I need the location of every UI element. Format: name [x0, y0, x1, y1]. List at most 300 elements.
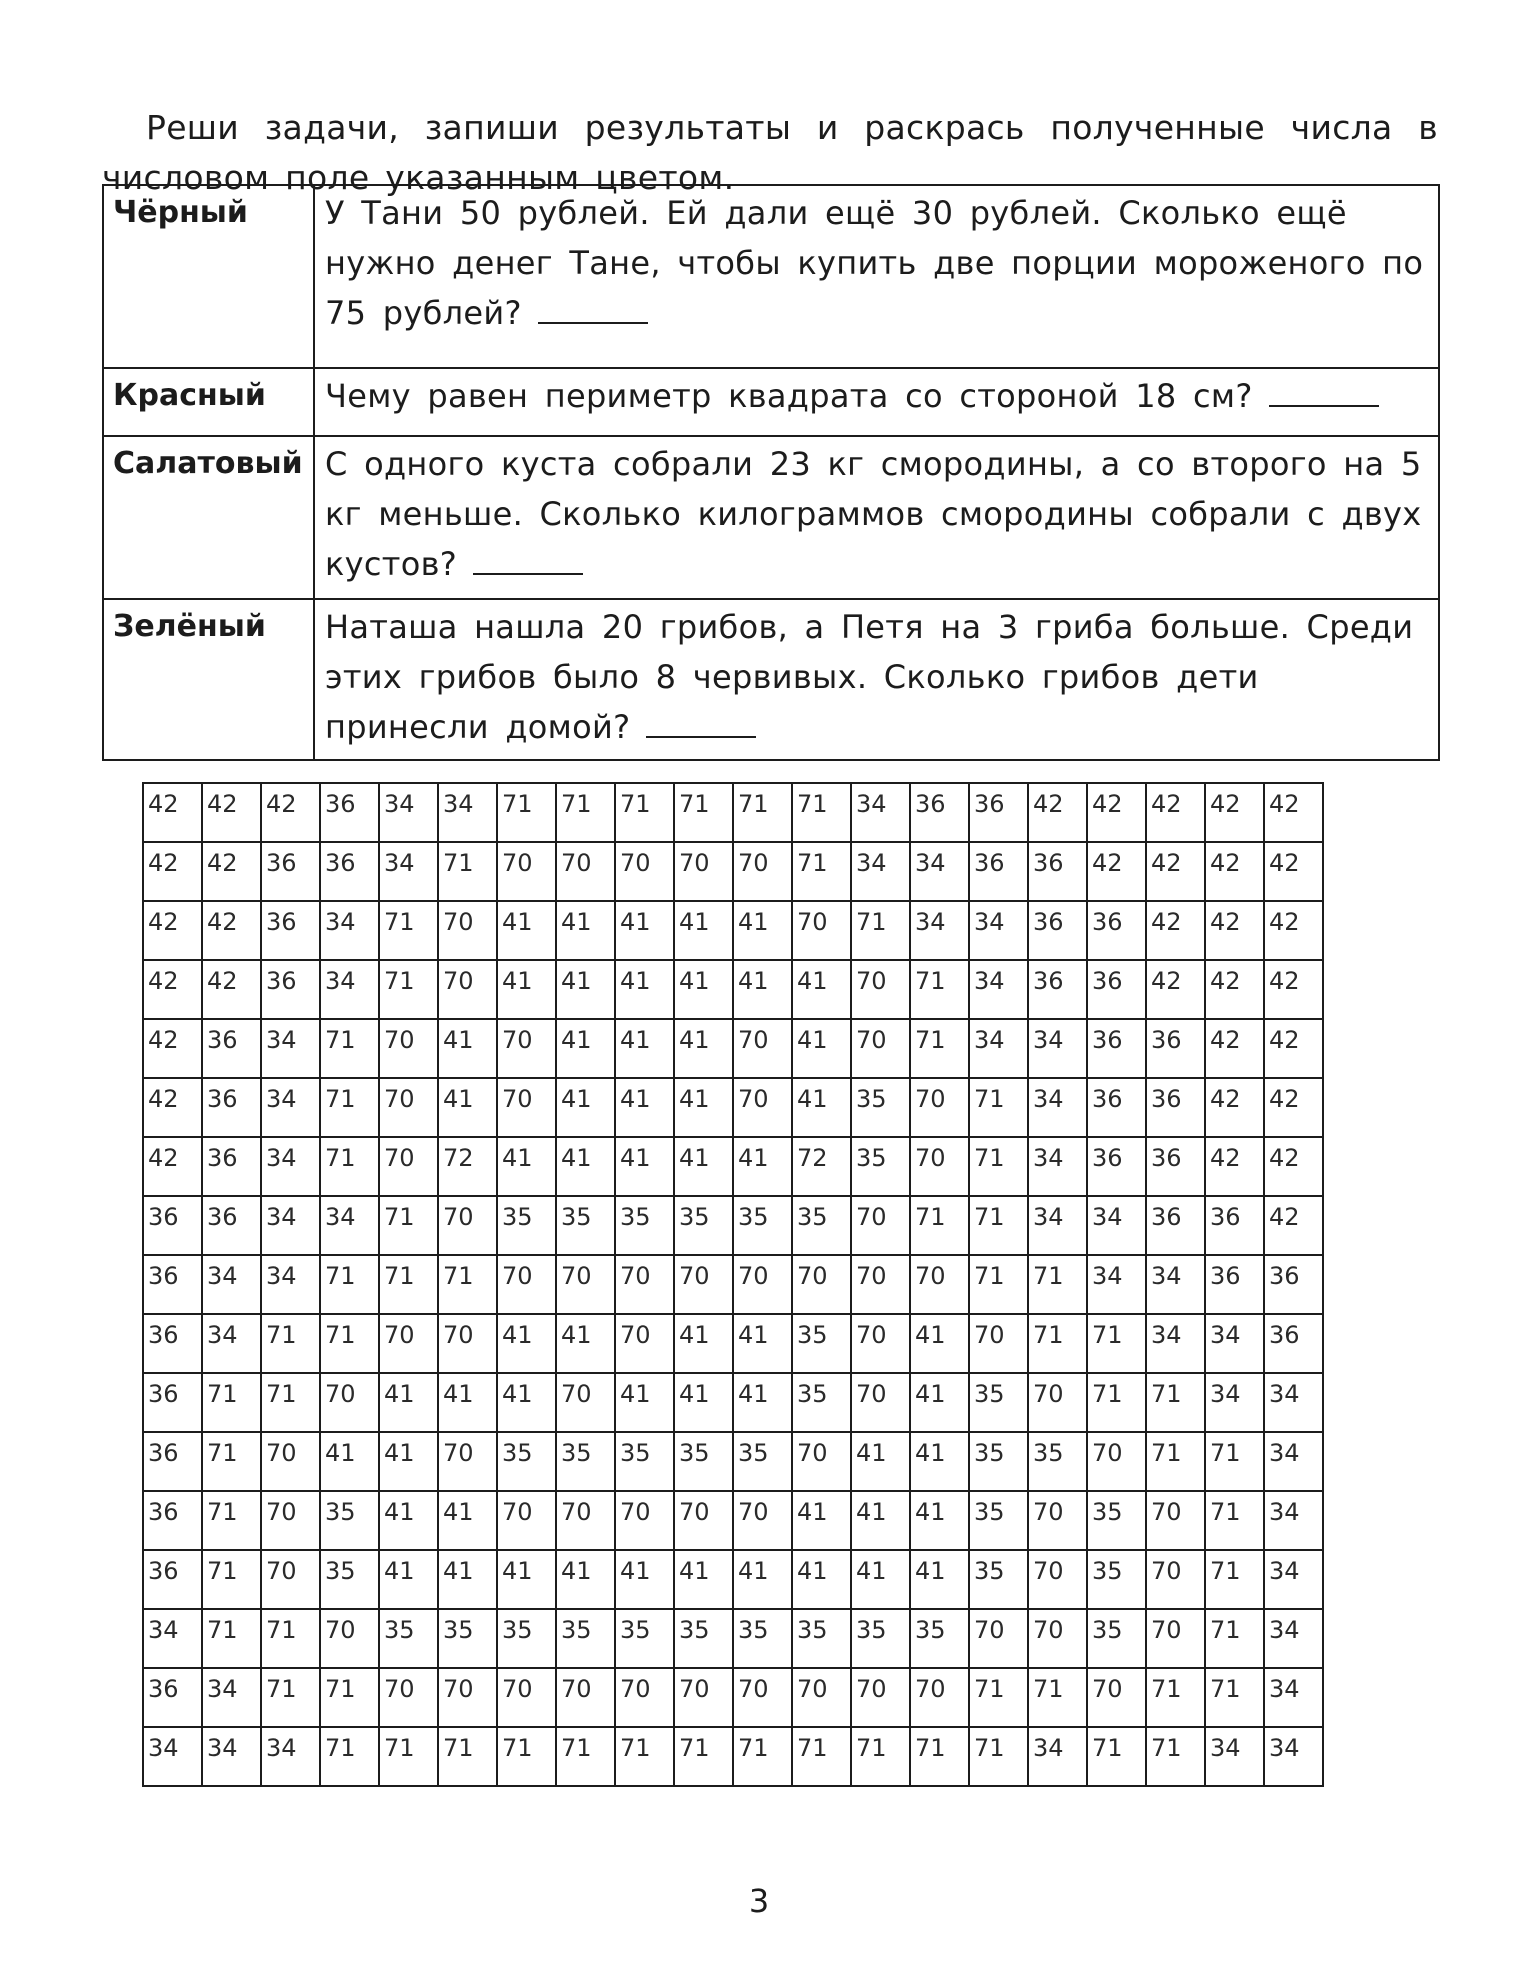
grid-cell[interactable]: 70: [379, 1668, 438, 1727]
grid-cell[interactable]: 71: [969, 1727, 1028, 1786]
grid-cell[interactable]: 36: [202, 1078, 261, 1137]
grid-cell[interactable]: 36: [261, 960, 320, 1019]
grid-cell[interactable]: 70: [320, 1609, 379, 1668]
grid-cell[interactable]: 36: [1087, 960, 1146, 1019]
grid-cell[interactable]: 36: [1205, 1255, 1264, 1314]
grid-cell[interactable]: 41: [556, 1019, 615, 1078]
grid-cell[interactable]: 71: [969, 1196, 1028, 1255]
grid-cell[interactable]: 41: [910, 1550, 969, 1609]
grid-cell[interactable]: 42: [1146, 783, 1205, 842]
grid-cell[interactable]: 70: [556, 1668, 615, 1727]
grid-cell[interactable]: 35: [733, 1196, 792, 1255]
grid-cell[interactable]: 70: [379, 1019, 438, 1078]
grid-cell[interactable]: 71: [910, 1019, 969, 1078]
grid-cell[interactable]: 71: [733, 783, 792, 842]
grid-cell[interactable]: 41: [615, 960, 674, 1019]
grid-cell[interactable]: 71: [733, 1727, 792, 1786]
grid-cell[interactable]: 34: [1146, 1314, 1205, 1373]
grid-cell[interactable]: 34: [320, 960, 379, 1019]
grid-cell[interactable]: 72: [792, 1137, 851, 1196]
grid-cell[interactable]: 42: [143, 783, 202, 842]
grid-cell[interactable]: 41: [615, 1078, 674, 1137]
grid-cell[interactable]: 71: [438, 842, 497, 901]
grid-cell[interactable]: 35: [733, 1432, 792, 1491]
grid-cell[interactable]: 41: [851, 1491, 910, 1550]
grid-cell[interactable]: 41: [438, 1550, 497, 1609]
grid-cell[interactable]: 34: [143, 1727, 202, 1786]
grid-cell[interactable]: 41: [615, 1019, 674, 1078]
grid-cell[interactable]: 70: [438, 960, 497, 1019]
grid-cell[interactable]: 35: [615, 1609, 674, 1668]
grid-cell[interactable]: 35: [556, 1609, 615, 1668]
grid-cell[interactable]: 71: [615, 1727, 674, 1786]
grid-cell[interactable]: 71: [1087, 1727, 1146, 1786]
grid-cell[interactable]: 42: [1205, 901, 1264, 960]
grid-cell[interactable]: 42: [1028, 783, 1087, 842]
grid-cell[interactable]: 70: [1146, 1491, 1205, 1550]
grid-cell[interactable]: 41: [615, 1550, 674, 1609]
grid-cell[interactable]: 70: [497, 1019, 556, 1078]
grid-cell[interactable]: 36: [1146, 1196, 1205, 1255]
grid-cell[interactable]: 34: [910, 901, 969, 960]
grid-cell[interactable]: 36: [143, 1196, 202, 1255]
grid-cell[interactable]: 34: [910, 842, 969, 901]
grid-cell[interactable]: 36: [143, 1491, 202, 1550]
grid-cell[interactable]: 70: [792, 1432, 851, 1491]
grid-cell[interactable]: 71: [202, 1373, 261, 1432]
grid-cell[interactable]: 34: [261, 1019, 320, 1078]
grid-cell[interactable]: 71: [1028, 1668, 1087, 1727]
grid-cell[interactable]: 71: [261, 1314, 320, 1373]
grid-cell[interactable]: 36: [202, 1137, 261, 1196]
grid-cell[interactable]: 70: [851, 1019, 910, 1078]
grid-cell[interactable]: 70: [497, 1668, 556, 1727]
grid-cell[interactable]: 36: [143, 1373, 202, 1432]
grid-cell[interactable]: 71: [438, 1255, 497, 1314]
grid-cell[interactable]: 34: [1146, 1255, 1205, 1314]
grid-cell[interactable]: 35: [1028, 1432, 1087, 1491]
grid-cell[interactable]: 71: [969, 1255, 1028, 1314]
grid-cell[interactable]: 34: [1028, 1019, 1087, 1078]
grid-cell[interactable]: 35: [674, 1609, 733, 1668]
grid-cell[interactable]: 70: [615, 1668, 674, 1727]
grid-cell[interactable]: 70: [615, 842, 674, 901]
grid-cell[interactable]: 70: [969, 1314, 1028, 1373]
grid-cell[interactable]: 41: [320, 1432, 379, 1491]
grid-cell[interactable]: 71: [1028, 1314, 1087, 1373]
grid-cell[interactable]: 34: [1028, 1137, 1087, 1196]
grid-cell[interactable]: 34: [969, 960, 1028, 1019]
grid-cell[interactable]: 71: [379, 960, 438, 1019]
grid-cell[interactable]: 42: [1264, 783, 1323, 842]
grid-cell[interactable]: 34: [320, 1196, 379, 1255]
grid-cell[interactable]: 42: [1146, 901, 1205, 960]
grid-cell[interactable]: 42: [143, 1078, 202, 1137]
grid-cell[interactable]: 34: [851, 783, 910, 842]
grid-cell[interactable]: 36: [143, 1668, 202, 1727]
grid-cell[interactable]: 42: [1205, 783, 1264, 842]
grid-cell[interactable]: 35: [969, 1491, 1028, 1550]
grid-cell[interactable]: 35: [497, 1196, 556, 1255]
grid-cell[interactable]: 70: [733, 842, 792, 901]
grid-cell[interactable]: 71: [674, 1727, 733, 1786]
answer-blank[interactable]: [538, 294, 648, 324]
grid-cell[interactable]: 71: [674, 783, 733, 842]
grid-cell[interactable]: 41: [851, 1432, 910, 1491]
grid-cell[interactable]: 71: [320, 1078, 379, 1137]
grid-cell[interactable]: 70: [1028, 1609, 1087, 1668]
grid-cell[interactable]: 41: [615, 1373, 674, 1432]
grid-cell[interactable]: 34: [261, 1078, 320, 1137]
grid-cell[interactable]: 70: [556, 842, 615, 901]
grid-cell[interactable]: 36: [202, 1196, 261, 1255]
grid-cell[interactable]: 70: [910, 1078, 969, 1137]
grid-cell[interactable]: 41: [733, 1314, 792, 1373]
grid-cell[interactable]: 36: [143, 1432, 202, 1491]
grid-cell[interactable]: 41: [733, 960, 792, 1019]
grid-cell[interactable]: 41: [733, 1373, 792, 1432]
grid-cell[interactable]: 41: [792, 1550, 851, 1609]
grid-cell[interactable]: 34: [1087, 1196, 1146, 1255]
grid-cell[interactable]: 42: [1205, 1078, 1264, 1137]
grid-cell[interactable]: 34: [379, 842, 438, 901]
grid-cell[interactable]: 71: [1205, 1491, 1264, 1550]
grid-cell[interactable]: 41: [910, 1314, 969, 1373]
grid-cell[interactable]: 41: [497, 1550, 556, 1609]
grid-cell[interactable]: 41: [674, 1314, 733, 1373]
grid-cell[interactable]: 70: [792, 1668, 851, 1727]
grid-cell[interactable]: 71: [851, 901, 910, 960]
grid-cell[interactable]: 34: [1264, 1491, 1323, 1550]
grid-cell[interactable]: 41: [792, 1491, 851, 1550]
answer-blank[interactable]: [473, 545, 583, 575]
grid-cell[interactable]: 41: [851, 1550, 910, 1609]
answer-blank[interactable]: [1269, 377, 1379, 407]
grid-cell[interactable]: 71: [379, 901, 438, 960]
grid-cell[interactable]: 36: [1146, 1137, 1205, 1196]
grid-cell[interactable]: 41: [910, 1432, 969, 1491]
grid-cell[interactable]: 36: [969, 783, 1028, 842]
grid-cell[interactable]: 41: [674, 901, 733, 960]
grid-cell[interactable]: 42: [1146, 960, 1205, 1019]
grid-cell[interactable]: 34: [202, 1727, 261, 1786]
grid-cell[interactable]: 34: [379, 783, 438, 842]
grid-cell[interactable]: 35: [438, 1609, 497, 1668]
grid-cell[interactable]: 35: [615, 1432, 674, 1491]
grid-cell[interactable]: 36: [261, 842, 320, 901]
grid-cell[interactable]: 36: [1087, 1019, 1146, 1078]
grid-cell[interactable]: 70: [379, 1314, 438, 1373]
grid-cell[interactable]: 41: [556, 901, 615, 960]
grid-cell[interactable]: 36: [143, 1550, 202, 1609]
grid-cell[interactable]: 71: [556, 1727, 615, 1786]
grid-cell[interactable]: 42: [143, 1137, 202, 1196]
grid-cell[interactable]: 34: [1264, 1373, 1323, 1432]
grid-cell[interactable]: 70: [733, 1078, 792, 1137]
grid-cell[interactable]: 35: [851, 1137, 910, 1196]
grid-cell[interactable]: 70: [497, 842, 556, 901]
grid-cell[interactable]: 36: [910, 783, 969, 842]
grid-cell[interactable]: 41: [556, 1137, 615, 1196]
grid-cell[interactable]: 70: [674, 1668, 733, 1727]
grid-cell[interactable]: 34: [1087, 1255, 1146, 1314]
grid-cell[interactable]: 70: [261, 1432, 320, 1491]
grid-cell[interactable]: 42: [202, 842, 261, 901]
grid-cell[interactable]: 71: [1205, 1609, 1264, 1668]
grid-cell[interactable]: 36: [1264, 1314, 1323, 1373]
grid-cell[interactable]: 42: [143, 901, 202, 960]
grid-cell[interactable]: 70: [556, 1491, 615, 1550]
grid-cell[interactable]: 34: [143, 1609, 202, 1668]
grid-cell[interactable]: 35: [792, 1609, 851, 1668]
grid-cell[interactable]: 42: [202, 783, 261, 842]
grid-cell[interactable]: 42: [1264, 1137, 1323, 1196]
grid-cell[interactable]: 70: [851, 1668, 910, 1727]
grid-cell[interactable]: 70: [497, 1491, 556, 1550]
grid-cell[interactable]: 42: [1205, 842, 1264, 901]
grid-cell[interactable]: 35: [969, 1373, 1028, 1432]
grid-cell[interactable]: 35: [969, 1550, 1028, 1609]
grid-cell[interactable]: 41: [674, 1078, 733, 1137]
grid-cell[interactable]: 34: [1028, 1727, 1087, 1786]
grid-cell[interactable]: 70: [733, 1491, 792, 1550]
grid-cell[interactable]: 36: [143, 1255, 202, 1314]
grid-cell[interactable]: 35: [969, 1432, 1028, 1491]
grid-cell[interactable]: 35: [320, 1491, 379, 1550]
grid-cell[interactable]: 70: [556, 1255, 615, 1314]
grid-cell[interactable]: 70: [1146, 1609, 1205, 1668]
grid-cell[interactable]: 41: [910, 1373, 969, 1432]
grid-cell[interactable]: 71: [202, 1550, 261, 1609]
grid-cell[interactable]: 41: [556, 1550, 615, 1609]
grid-cell[interactable]: 42: [143, 842, 202, 901]
grid-cell[interactable]: 70: [615, 1314, 674, 1373]
grid-cell[interactable]: 70: [1087, 1668, 1146, 1727]
grid-cell[interactable]: 70: [851, 1255, 910, 1314]
grid-cell[interactable]: 70: [438, 901, 497, 960]
grid-cell[interactable]: 70: [1028, 1491, 1087, 1550]
grid-cell[interactable]: 35: [1087, 1550, 1146, 1609]
grid-cell[interactable]: 34: [1264, 1668, 1323, 1727]
grid-cell[interactable]: 41: [497, 1137, 556, 1196]
grid-cell[interactable]: 70: [910, 1255, 969, 1314]
grid-cell[interactable]: 35: [792, 1373, 851, 1432]
grid-cell[interactable]: 70: [261, 1550, 320, 1609]
grid-cell[interactable]: 70: [1028, 1373, 1087, 1432]
grid-cell[interactable]: 70: [792, 1255, 851, 1314]
grid-cell[interactable]: 70: [792, 901, 851, 960]
grid-cell[interactable]: 71: [851, 1727, 910, 1786]
answer-blank[interactable]: [646, 708, 756, 738]
grid-cell[interactable]: 41: [674, 1550, 733, 1609]
grid-cell[interactable]: 70: [733, 1255, 792, 1314]
grid-cell[interactable]: 71: [792, 783, 851, 842]
grid-cell[interactable]: 70: [851, 1314, 910, 1373]
grid-cell[interactable]: 34: [261, 1727, 320, 1786]
grid-cell[interactable]: 72: [438, 1137, 497, 1196]
grid-cell[interactable]: 34: [969, 901, 1028, 960]
grid-cell[interactable]: 71: [969, 1137, 1028, 1196]
grid-cell[interactable]: 70: [438, 1668, 497, 1727]
grid-cell[interactable]: 70: [556, 1373, 615, 1432]
grid-cell[interactable]: 70: [851, 960, 910, 1019]
grid-cell[interactable]: 34: [261, 1137, 320, 1196]
grid-cell[interactable]: 70: [674, 1255, 733, 1314]
grid-cell[interactable]: 42: [261, 783, 320, 842]
grid-cell[interactable]: 71: [910, 1727, 969, 1786]
grid-cell[interactable]: 71: [379, 1196, 438, 1255]
grid-cell[interactable]: 42: [1146, 842, 1205, 901]
grid-cell[interactable]: 36: [1146, 1019, 1205, 1078]
grid-cell[interactable]: 36: [1028, 842, 1087, 901]
grid-cell[interactable]: 71: [1205, 1432, 1264, 1491]
grid-cell[interactable]: 41: [733, 1550, 792, 1609]
grid-cell[interactable]: 34: [202, 1668, 261, 1727]
grid-cell[interactable]: 71: [320, 1668, 379, 1727]
grid-cell[interactable]: 35: [674, 1196, 733, 1255]
grid-cell[interactable]: 42: [1205, 1019, 1264, 1078]
grid-cell[interactable]: 71: [1205, 1550, 1264, 1609]
grid-cell[interactable]: 36: [320, 783, 379, 842]
grid-cell[interactable]: 71: [910, 960, 969, 1019]
grid-cell[interactable]: 70: [910, 1137, 969, 1196]
grid-cell[interactable]: 41: [497, 1373, 556, 1432]
grid-cell[interactable]: 70: [438, 1314, 497, 1373]
grid-cell[interactable]: 70: [1146, 1550, 1205, 1609]
grid-cell[interactable]: 34: [1028, 1078, 1087, 1137]
grid-cell[interactable]: 71: [379, 1727, 438, 1786]
grid-cell[interactable]: 71: [320, 1255, 379, 1314]
grid-cell[interactable]: 71: [792, 1727, 851, 1786]
grid-cell[interactable]: 41: [792, 1078, 851, 1137]
grid-cell[interactable]: 71: [261, 1609, 320, 1668]
grid-cell[interactable]: 41: [910, 1491, 969, 1550]
grid-cell[interactable]: 71: [1146, 1432, 1205, 1491]
grid-cell[interactable]: 34: [969, 1019, 1028, 1078]
grid-cell[interactable]: 42: [1264, 901, 1323, 960]
grid-cell[interactable]: 41: [674, 960, 733, 1019]
grid-cell[interactable]: 71: [556, 783, 615, 842]
grid-cell[interactable]: 71: [261, 1668, 320, 1727]
grid-cell[interactable]: 70: [851, 1373, 910, 1432]
grid-cell[interactable]: 41: [615, 1137, 674, 1196]
grid-cell[interactable]: 36: [1028, 960, 1087, 1019]
grid-cell[interactable]: 35: [615, 1196, 674, 1255]
grid-cell[interactable]: 41: [379, 1432, 438, 1491]
grid-cell[interactable]: 70: [674, 842, 733, 901]
grid-cell[interactable]: 36: [202, 1019, 261, 1078]
grid-cell[interactable]: 70: [497, 1078, 556, 1137]
grid-cell[interactable]: 41: [556, 960, 615, 1019]
grid-cell[interactable]: 35: [674, 1432, 733, 1491]
grid-cell[interactable]: 34: [1205, 1727, 1264, 1786]
grid-cell[interactable]: 42: [1264, 960, 1323, 1019]
grid-cell[interactable]: 35: [910, 1609, 969, 1668]
grid-cell[interactable]: 34: [261, 1196, 320, 1255]
grid-cell[interactable]: 71: [1087, 1373, 1146, 1432]
grid-cell[interactable]: 42: [1087, 783, 1146, 842]
grid-cell[interactable]: 70: [438, 1196, 497, 1255]
grid-cell[interactable]: 41: [379, 1373, 438, 1432]
grid-cell[interactable]: 71: [1146, 1668, 1205, 1727]
grid-cell[interactable]: 35: [556, 1196, 615, 1255]
grid-cell[interactable]: 70: [497, 1255, 556, 1314]
grid-cell[interactable]: 71: [969, 1668, 1028, 1727]
grid-cell[interactable]: 71: [320, 1019, 379, 1078]
grid-cell[interactable]: 71: [320, 1727, 379, 1786]
grid-cell[interactable]: 71: [320, 1137, 379, 1196]
grid-cell[interactable]: 41: [438, 1491, 497, 1550]
grid-cell[interactable]: 41: [674, 1373, 733, 1432]
grid-cell[interactable]: 70: [1087, 1432, 1146, 1491]
grid-cell[interactable]: 71: [497, 1727, 556, 1786]
grid-cell[interactable]: 70: [615, 1255, 674, 1314]
grid-cell[interactable]: 71: [1028, 1255, 1087, 1314]
grid-cell[interactable]: 34: [1264, 1609, 1323, 1668]
grid-cell[interactable]: 41: [379, 1550, 438, 1609]
grid-cell[interactable]: 35: [1087, 1609, 1146, 1668]
grid-cell[interactable]: 34: [1264, 1550, 1323, 1609]
grid-cell[interactable]: 71: [320, 1314, 379, 1373]
grid-cell[interactable]: 36: [1264, 1255, 1323, 1314]
grid-cell[interactable]: 70: [969, 1609, 1028, 1668]
grid-cell[interactable]: 71: [1146, 1373, 1205, 1432]
grid-cell[interactable]: 42: [1264, 1196, 1323, 1255]
grid-cell[interactable]: 35: [851, 1078, 910, 1137]
grid-cell[interactable]: 70: [615, 1491, 674, 1550]
grid-cell[interactable]: 41: [792, 960, 851, 1019]
grid-cell[interactable]: 34: [202, 1255, 261, 1314]
grid-cell[interactable]: 41: [674, 1137, 733, 1196]
grid-cell[interactable]: 71: [1146, 1727, 1205, 1786]
grid-cell[interactable]: 35: [792, 1196, 851, 1255]
grid-cell[interactable]: 42: [143, 960, 202, 1019]
grid-cell[interactable]: 41: [497, 901, 556, 960]
grid-cell[interactable]: 41: [497, 1314, 556, 1373]
grid-cell[interactable]: 42: [1264, 842, 1323, 901]
grid-cell[interactable]: 41: [556, 1078, 615, 1137]
grid-cell[interactable]: 41: [733, 1137, 792, 1196]
grid-cell[interactable]: 71: [202, 1609, 261, 1668]
grid-cell[interactable]: 70: [851, 1196, 910, 1255]
grid-cell[interactable]: 70: [910, 1668, 969, 1727]
grid-cell[interactable]: 41: [438, 1019, 497, 1078]
grid-cell[interactable]: 34: [1205, 1314, 1264, 1373]
grid-cell[interactable]: 35: [320, 1550, 379, 1609]
grid-cell[interactable]: 34: [1028, 1196, 1087, 1255]
grid-cell[interactable]: 42: [1087, 842, 1146, 901]
grid-cell[interactable]: 35: [556, 1432, 615, 1491]
grid-cell[interactable]: 35: [497, 1609, 556, 1668]
grid-cell[interactable]: 41: [438, 1078, 497, 1137]
grid-cell[interactable]: 41: [733, 901, 792, 960]
grid-cell[interactable]: 36: [143, 1314, 202, 1373]
grid-cell[interactable]: 36: [1087, 1137, 1146, 1196]
grid-cell[interactable]: 34: [1205, 1373, 1264, 1432]
grid-cell[interactable]: 36: [969, 842, 1028, 901]
grid-cell[interactable]: 36: [1087, 901, 1146, 960]
grid-cell[interactable]: 41: [379, 1491, 438, 1550]
grid-cell[interactable]: 41: [438, 1373, 497, 1432]
grid-cell[interactable]: 41: [615, 901, 674, 960]
grid-cell[interactable]: 42: [202, 901, 261, 960]
grid-cell[interactable]: 36: [261, 901, 320, 960]
grid-cell[interactable]: 71: [615, 783, 674, 842]
grid-cell[interactable]: 42: [143, 1019, 202, 1078]
grid-cell[interactable]: 36: [1205, 1196, 1264, 1255]
grid-cell[interactable]: 34: [1264, 1727, 1323, 1786]
grid-cell[interactable]: 71: [792, 842, 851, 901]
